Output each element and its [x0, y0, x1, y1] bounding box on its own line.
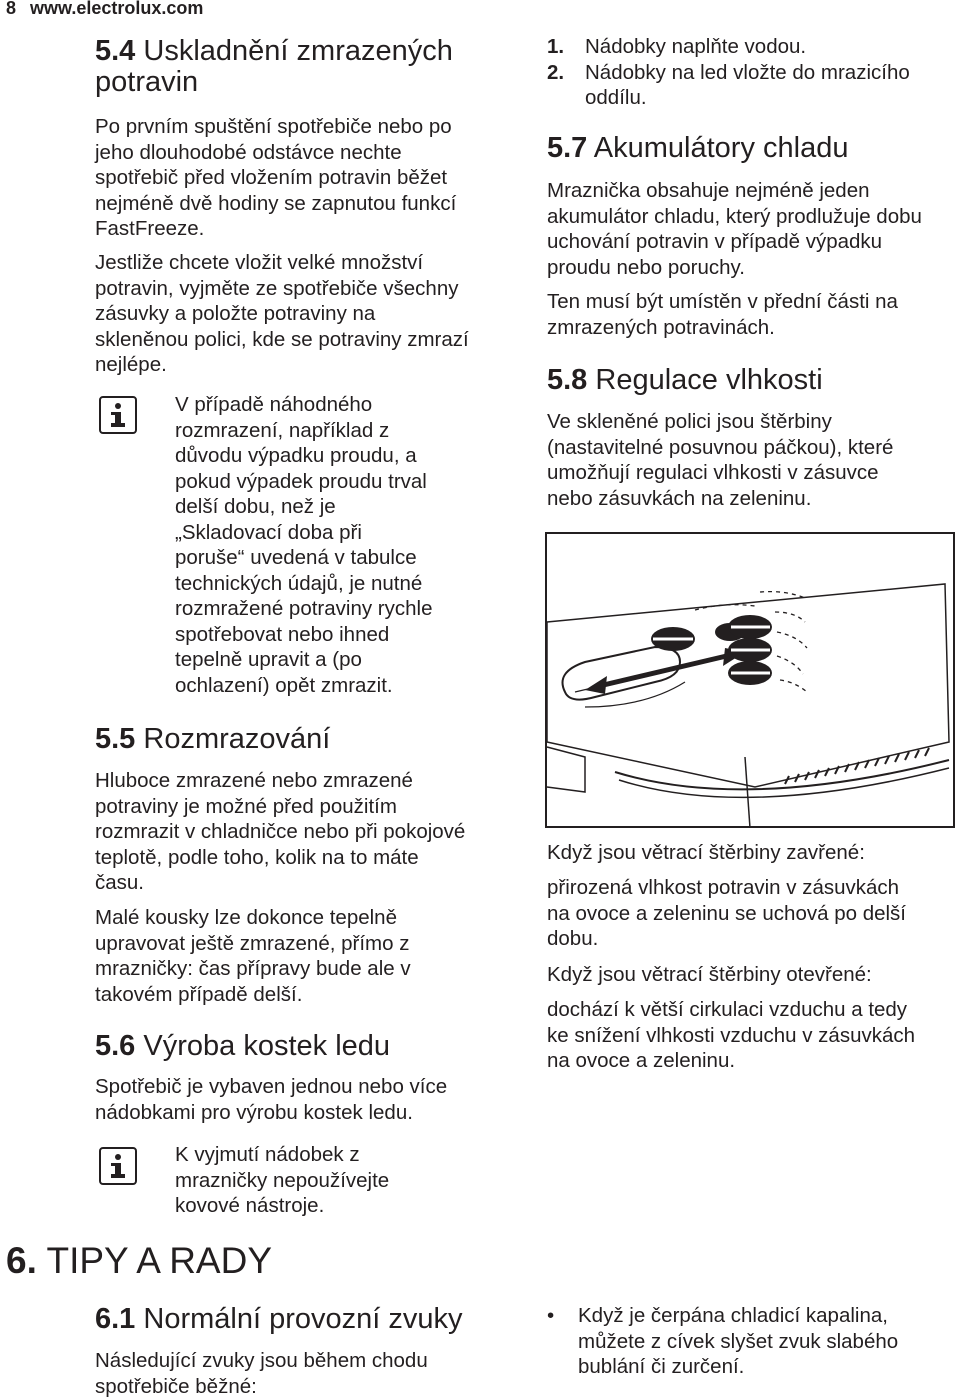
text-line: Hluboce zmrazené nebo zmrazené — [95, 769, 413, 792]
noises-list — [547, 1303, 947, 1380]
text-line: ochlazení) opět zmrazit. — [175, 673, 393, 697]
heading-number: 5.6 — [95, 1030, 136, 1062]
text-line: Jestliže chcete vložit velké množství — [95, 251, 424, 274]
text-line: zmrazených potravinách. — [547, 315, 775, 339]
step-text — [585, 60, 910, 111]
text-line: proudu nebo poruchy. — [547, 255, 745, 279]
text-line: rozmrazit v chladničce nebo při pokojové — [95, 820, 466, 843]
text-line: technických údajů, je nutné — [175, 571, 423, 595]
list-item — [547, 1303, 947, 1380]
site-url: www.electrolux.com — [30, 0, 204, 18]
text-line: spotřebovat nebo ihned — [175, 622, 390, 646]
text-line: poruše“ uvedená v tabulce — [175, 546, 417, 569]
paragraph-slots-closed — [547, 875, 906, 952]
text-line: Nádobky naplňte vodou. — [585, 35, 807, 58]
text-line: FastFreeze. — [95, 217, 205, 240]
text-line: upravovat ještě zmrazené, přímo z — [95, 931, 410, 955]
info-icon — [99, 1147, 137, 1185]
paragraph-slots-open — [547, 997, 915, 1074]
list-item — [547, 60, 947, 111]
heading-5-6 — [95, 1031, 390, 1062]
text-line: Malé kousky lze dokonce tepelně — [95, 906, 397, 929]
text-line: zásuvky a položte potraviny na — [95, 302, 376, 325]
text-line: Ve skleněné polici jsou štěrbiny — [547, 410, 832, 433]
heading-text: TIPY A RADY — [46, 1240, 273, 1281]
text-line: spotřebiče běžné: — [95, 1374, 257, 1398]
paragraph-s58-p1 — [547, 409, 893, 511]
text-line: bublání či zurčení. — [578, 1355, 745, 1378]
paragraph-s54-p1 — [95, 114, 456, 242]
text-line: „Skladovací doba při — [175, 520, 362, 544]
heading-text: Normální provozní zvuky — [143, 1303, 463, 1335]
text-line: potravin, vyjměte ze spotřebiče všechny — [95, 276, 459, 300]
label-slots-closed: Když jsou větrací štěrbiny zavřené: — [547, 841, 865, 864]
text-line: Po prvním spuštění spotřebiče nebo po — [95, 115, 452, 138]
page-number: 8 — [6, 0, 17, 18]
heading-number: 5.7 — [547, 132, 588, 164]
text-line: na ovoce a zeleninu. — [547, 1049, 736, 1072]
text-line: na ovoce a zeleninu se uchová po delší — [547, 901, 907, 925]
text-line: mrazničky: čas přípravy bude ale v — [95, 957, 411, 980]
text-line: mrazničky nepoužívejte — [175, 1168, 390, 1192]
paragraph-s61-p1 — [95, 1348, 428, 1399]
text-line: potraviny je možné před použitím — [95, 794, 397, 818]
heading-number: 6. — [6, 1240, 37, 1281]
text-line: času. — [95, 871, 144, 894]
text-line: skleněnou polici, kde se potraviny zmrazí — [95, 327, 469, 351]
text-line: takovém případě delší. — [95, 982, 303, 1006]
text-line: rozmrazení, například z — [175, 418, 390, 442]
text-line: pokud výpadek proudu trval — [175, 469, 427, 493]
text-line: tepelně upravit a (po — [175, 648, 362, 671]
heading-text: Regulace vlhkosti — [595, 364, 823, 396]
heading-text: Rozmrazování — [143, 723, 331, 755]
heading-text: Akumulátory chladu — [593, 132, 849, 164]
heading-text: Výroba kostek ledu — [143, 1030, 391, 1062]
text-line: dobu. — [547, 927, 599, 950]
heading-number: 5.4 — [95, 35, 136, 67]
heading-5-8 — [547, 365, 823, 396]
text-line: V případě náhodného — [175, 393, 373, 416]
heading-5-7 — [547, 133, 848, 164]
text-line: oddílu. — [585, 86, 647, 109]
paragraph-s55-p2 — [95, 905, 411, 1007]
bullet-icon: • — [547, 1304, 555, 1327]
text-line: umožňují regulaci vlhkosti v zásuvce — [547, 461, 879, 484]
bullet-text — [578, 1303, 898, 1380]
heading-6-1 — [95, 1304, 463, 1335]
heading-number: 5.8 — [547, 364, 588, 396]
paragraph-s57-p1 — [547, 178, 922, 280]
text-line: K vyjmutí nádobek z — [175, 1143, 360, 1166]
text-line: uchování potravin v případě výpadku — [547, 230, 883, 253]
list-item — [547, 34, 947, 60]
heading-5-4-line2: potravin — [95, 66, 199, 98]
note-s54 — [175, 392, 433, 698]
text-line: Nádobky na led vložte do mrazicího — [585, 60, 910, 84]
text-line: nejlépe. — [95, 353, 167, 376]
text-line: můžete z cívek slyšet zvuk slabého — [578, 1329, 899, 1353]
text-line: Ten musí být umístěn v přední části na — [547, 290, 898, 313]
text-line: spotřebič před vložením potravin běžet — [95, 166, 448, 189]
paragraph-s54-p2 — [95, 250, 469, 378]
text-line: teplotě, podle toho, kolik na to máte — [95, 845, 419, 869]
step-text — [585, 34, 806, 60]
text-line: Mraznička obsahuje nejméně jeden — [547, 179, 870, 202]
step-number: 2. — [547, 60, 565, 84]
text-line: Když je čerpána chladicí kapalina, — [578, 1304, 888, 1327]
heading-text: Uskladnění zmrazených — [143, 35, 453, 67]
text-line: Následující zvuky jsou během chodu — [95, 1349, 428, 1372]
heading-5-4 — [95, 36, 453, 67]
heading-chapter-6 — [6, 1241, 272, 1281]
steps-list — [547, 34, 947, 111]
text-line: nádobkami pro výrobu kostek ledu. — [95, 1100, 413, 1124]
text-line: Spotřebič je vybaven jednou nebo více — [95, 1075, 448, 1098]
text-line: (nastavitelné posuvnou páčkou), které — [547, 435, 894, 459]
note-s56 — [175, 1142, 389, 1219]
text-line: kovové nástroje. — [175, 1194, 325, 1217]
text-line: nebo zásuvkách na zeleninu. — [547, 486, 812, 510]
heading-5-5 — [95, 724, 330, 755]
text-line: ke snížení vlhkosti vzduchu v zásuvkách — [547, 1023, 916, 1047]
text-line: přirozená vlhkost potravin v zásuvkách — [547, 876, 900, 899]
text-line: delší dobu, než je — [175, 495, 336, 518]
text-line: jeho dlouhodobé odstávce nechte — [95, 140, 402, 164]
text-line: důvodu výpadku proudu, a — [175, 444, 417, 467]
heading-number: 5.5 — [95, 723, 136, 755]
heading-number: 6.1 — [95, 1303, 136, 1335]
paragraph-s55-p1 — [95, 768, 465, 896]
text-line: nejméně dvě hodiny se zapnutou funkcí — [95, 191, 457, 215]
label-slots-open: Když jsou větrací štěrbiny otevřené: — [547, 963, 872, 986]
info-icon — [99, 396, 137, 434]
humidity-shelf-illustration — [545, 532, 955, 828]
paragraph-s56-p1 — [95, 1074, 447, 1125]
step-number: 1. — [547, 35, 565, 58]
text-line: akumulátor chladu, který prodlužuje dobu — [547, 204, 922, 228]
text-line: dochází k větší cirkulaci vzduchu a tedy — [547, 998, 908, 1021]
paragraph-s57-p2 — [547, 289, 898, 340]
text-line: rozmražené potraviny rychle — [175, 597, 433, 620]
